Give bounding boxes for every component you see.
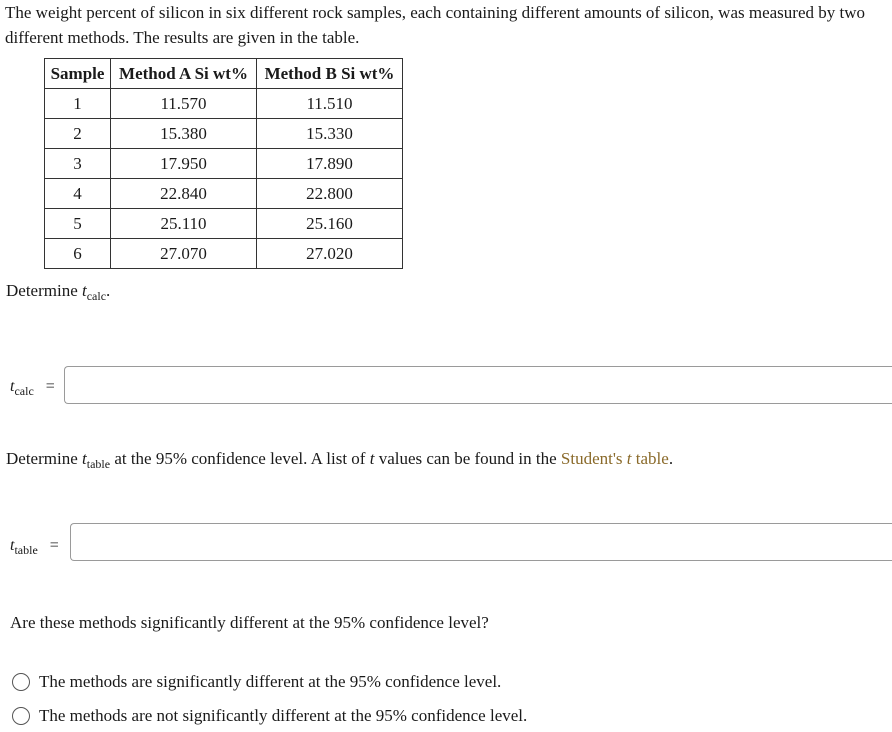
cell-method-a: 11.570 bbox=[111, 89, 257, 119]
option-not-significantly-different[interactable] bbox=[12, 706, 527, 726]
t-table-label bbox=[10, 537, 59, 558]
prompt-period: . bbox=[106, 281, 111, 300]
t-calc-input[interactable] bbox=[64, 366, 892, 404]
t-variable: t bbox=[82, 449, 87, 468]
cell-sample: 4 bbox=[45, 179, 111, 209]
table-subscript: table bbox=[14, 543, 38, 557]
option-label[interactable]: The methods are not significantly different at the 95% confidence level. bbox=[39, 706, 528, 725]
cell-method-b: 11.510 bbox=[257, 89, 403, 119]
t-calc-label bbox=[10, 378, 55, 399]
table-row bbox=[45, 239, 403, 269]
link-t-variable[interactable]: t bbox=[626, 449, 632, 468]
header-sample: Sample bbox=[45, 59, 111, 89]
calc-subscript: calc bbox=[14, 384, 34, 398]
cell-sample: 3 bbox=[45, 149, 111, 179]
option-label[interactable]: The methods are significantly different at the 95% confidence level. bbox=[39, 672, 502, 691]
cell-method-b: 22.800 bbox=[257, 179, 403, 209]
cell-sample: 2 bbox=[45, 119, 111, 149]
cell-method-b: 15.330 bbox=[257, 119, 403, 149]
question-intro: The weight percent of silicon in six different rock samples, each containing different amounts of silicon, was measured by two different methods. The results are given in the table. bbox=[5, 3, 865, 47]
header-method-a: Method A Si wt% bbox=[111, 59, 257, 89]
radio-button[interactable] bbox=[12, 673, 30, 691]
link-text[interactable]: Student's bbox=[560, 449, 627, 468]
cell-sample: 6 bbox=[45, 239, 111, 269]
cell-method-a: 25.110 bbox=[111, 209, 257, 239]
header-method-b: Method B Si wt% bbox=[257, 59, 403, 89]
radio-button[interactable] bbox=[12, 707, 30, 725]
cell-sample: 5 bbox=[45, 209, 111, 239]
table-header-row bbox=[45, 59, 403, 89]
prompt-text: Determine bbox=[6, 281, 82, 300]
cell-sample: 1 bbox=[45, 89, 111, 119]
t-table-input[interactable] bbox=[70, 523, 892, 561]
table-row bbox=[45, 209, 403, 239]
t-calc-prompt bbox=[6, 280, 110, 307]
prompt-period: . bbox=[668, 449, 674, 468]
table-row bbox=[45, 149, 403, 179]
link-text[interactable]: table bbox=[631, 449, 669, 468]
table-row bbox=[45, 89, 403, 119]
t-variable: t bbox=[10, 537, 15, 554]
table-row bbox=[45, 179, 403, 209]
cell-method-b: 17.890 bbox=[257, 149, 403, 179]
calc-subscript: calc bbox=[86, 289, 107, 303]
cell-method-b: 27.020 bbox=[257, 239, 403, 269]
equals-sign: = bbox=[49, 537, 59, 554]
cell-method-a: 17.950 bbox=[111, 149, 257, 179]
t-variable: t bbox=[10, 378, 15, 395]
silicon-data-table bbox=[44, 58, 403, 269]
cell-method-a: 27.070 bbox=[111, 239, 257, 269]
table-row bbox=[45, 119, 403, 149]
significance-question: Are these methods significantly different at the 95% confidence level? bbox=[10, 613, 489, 632]
t-variable: t bbox=[82, 281, 87, 300]
t-variable: t bbox=[369, 449, 375, 468]
prompt-text: at the 95% confidence level. A list of bbox=[110, 449, 370, 468]
prompt-text: Determine bbox=[6, 449, 82, 468]
t-table-prompt bbox=[6, 448, 673, 475]
students-t-table-link[interactable] bbox=[561, 449, 669, 468]
equals-sign: = bbox=[45, 378, 55, 395]
option-significantly-different[interactable] bbox=[12, 672, 501, 692]
cell-method-a: 22.840 bbox=[111, 179, 257, 209]
prompt-text: values can be found in the bbox=[374, 449, 561, 468]
table-subscript: table bbox=[86, 457, 111, 471]
cell-method-a: 15.380 bbox=[111, 119, 257, 149]
cell-method-b: 25.160 bbox=[257, 209, 403, 239]
